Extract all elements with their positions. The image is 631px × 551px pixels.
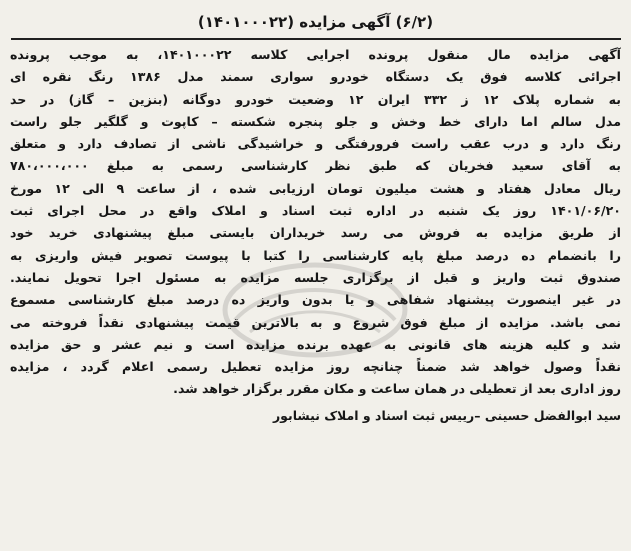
notice-title: (۶/۲) آگهی مزایده (۱۴۰۱۰۰۰۲۲)	[197, 13, 434, 31]
notice-line: به شماره پلاک ۱۲ ز ۳۳۲ ایران ۱۲ وضعیت خودرو دوگانه (بنزین – گاز) در حد	[10, 91, 621, 107]
notice-line: به آقای سعید فخریان که طبق نظر کارشناسی رسمی به مبلغ ۷۸۰،۰۰۰،۰۰۰	[10, 158, 621, 174]
notice-line: آگهی مزایده مال منقول پرونده اجرایی کلاسه ۱۴۰۱۰۰۰۲۲، به موجب پرونده	[10, 47, 621, 62]
notice-line: اجرائی کلاسه فوق یک دستگاه خودرو سواری سمند مدل ۱۳۸۶ رنگ نقره ای	[10, 69, 621, 85]
notice-line: را بانضمام ده درصد مبلغ پایه کارشناسی را کتبا با پیوست تصویر فیش واریزی به	[10, 247, 621, 263]
notice-line: رنگ دارد و درب عقب راست فرورفتگی و خراشیدگی ناشی از تصادف دارد و متعلق	[10, 136, 621, 152]
notice-line: ۱۴۰۱/۰۶/۲۰ روز یک شنبه در اداره ثبت اسناد و املاک واقع در محل اجرای ثبت	[10, 203, 621, 219]
notice-line: در غیر اینصورت پیشنهاد شفاهی و یا بدون واریز ده درصد مبلغ کارشناسی مسموع	[10, 292, 621, 308]
notice-line: شد و کلیه هزینه های قانونی به عهده برنده مزایده است و نیم عشر و حق مزایده	[10, 336, 621, 352]
notice-line: صندوق ثبت واریز و قبل از برگزاری جلسه مزایده به مسئول اجرا تحویل نمایند.	[10, 269, 621, 285]
signature-line: سید ابوالفضل حسینی –رییس ثبت اسناد و املاک نیشابور	[272, 407, 621, 423]
notice-line: ریال معادل هفتاد و هشت میلیون تومان ارزیابی شده ، از ساعت ۹ الی ۱۲ مورخ	[10, 180, 621, 196]
notice-line: نقداً وصول خواهد شد ضمناً چنانچه روز مزایده تعطیل رسمی اعلام گردد ، مزایده	[10, 359, 621, 375]
notice-body	[10, 44, 621, 401]
notice-line: روز اداری بعد از تعطیلی در همان ساعت و مکان مقرر برگزار خواهد شد.	[173, 381, 621, 397]
notice-line: نمی باشد. مزایده از مبلغ فوق شروع و به بالاترین قیمت پیشنهادی نقداً فروخته می	[10, 314, 621, 330]
title-divider	[11, 38, 621, 40]
notice-line: مدل سالم اما دارای خط وخش و جلو پنجره شکسته – کاپوت و گلگیر جلو راست	[10, 113, 621, 129]
notice-line: از طریق مزایده به فروش می رسد خریداران بایستی مبلغ پیشنهادی خرید خود	[10, 225, 621, 241]
